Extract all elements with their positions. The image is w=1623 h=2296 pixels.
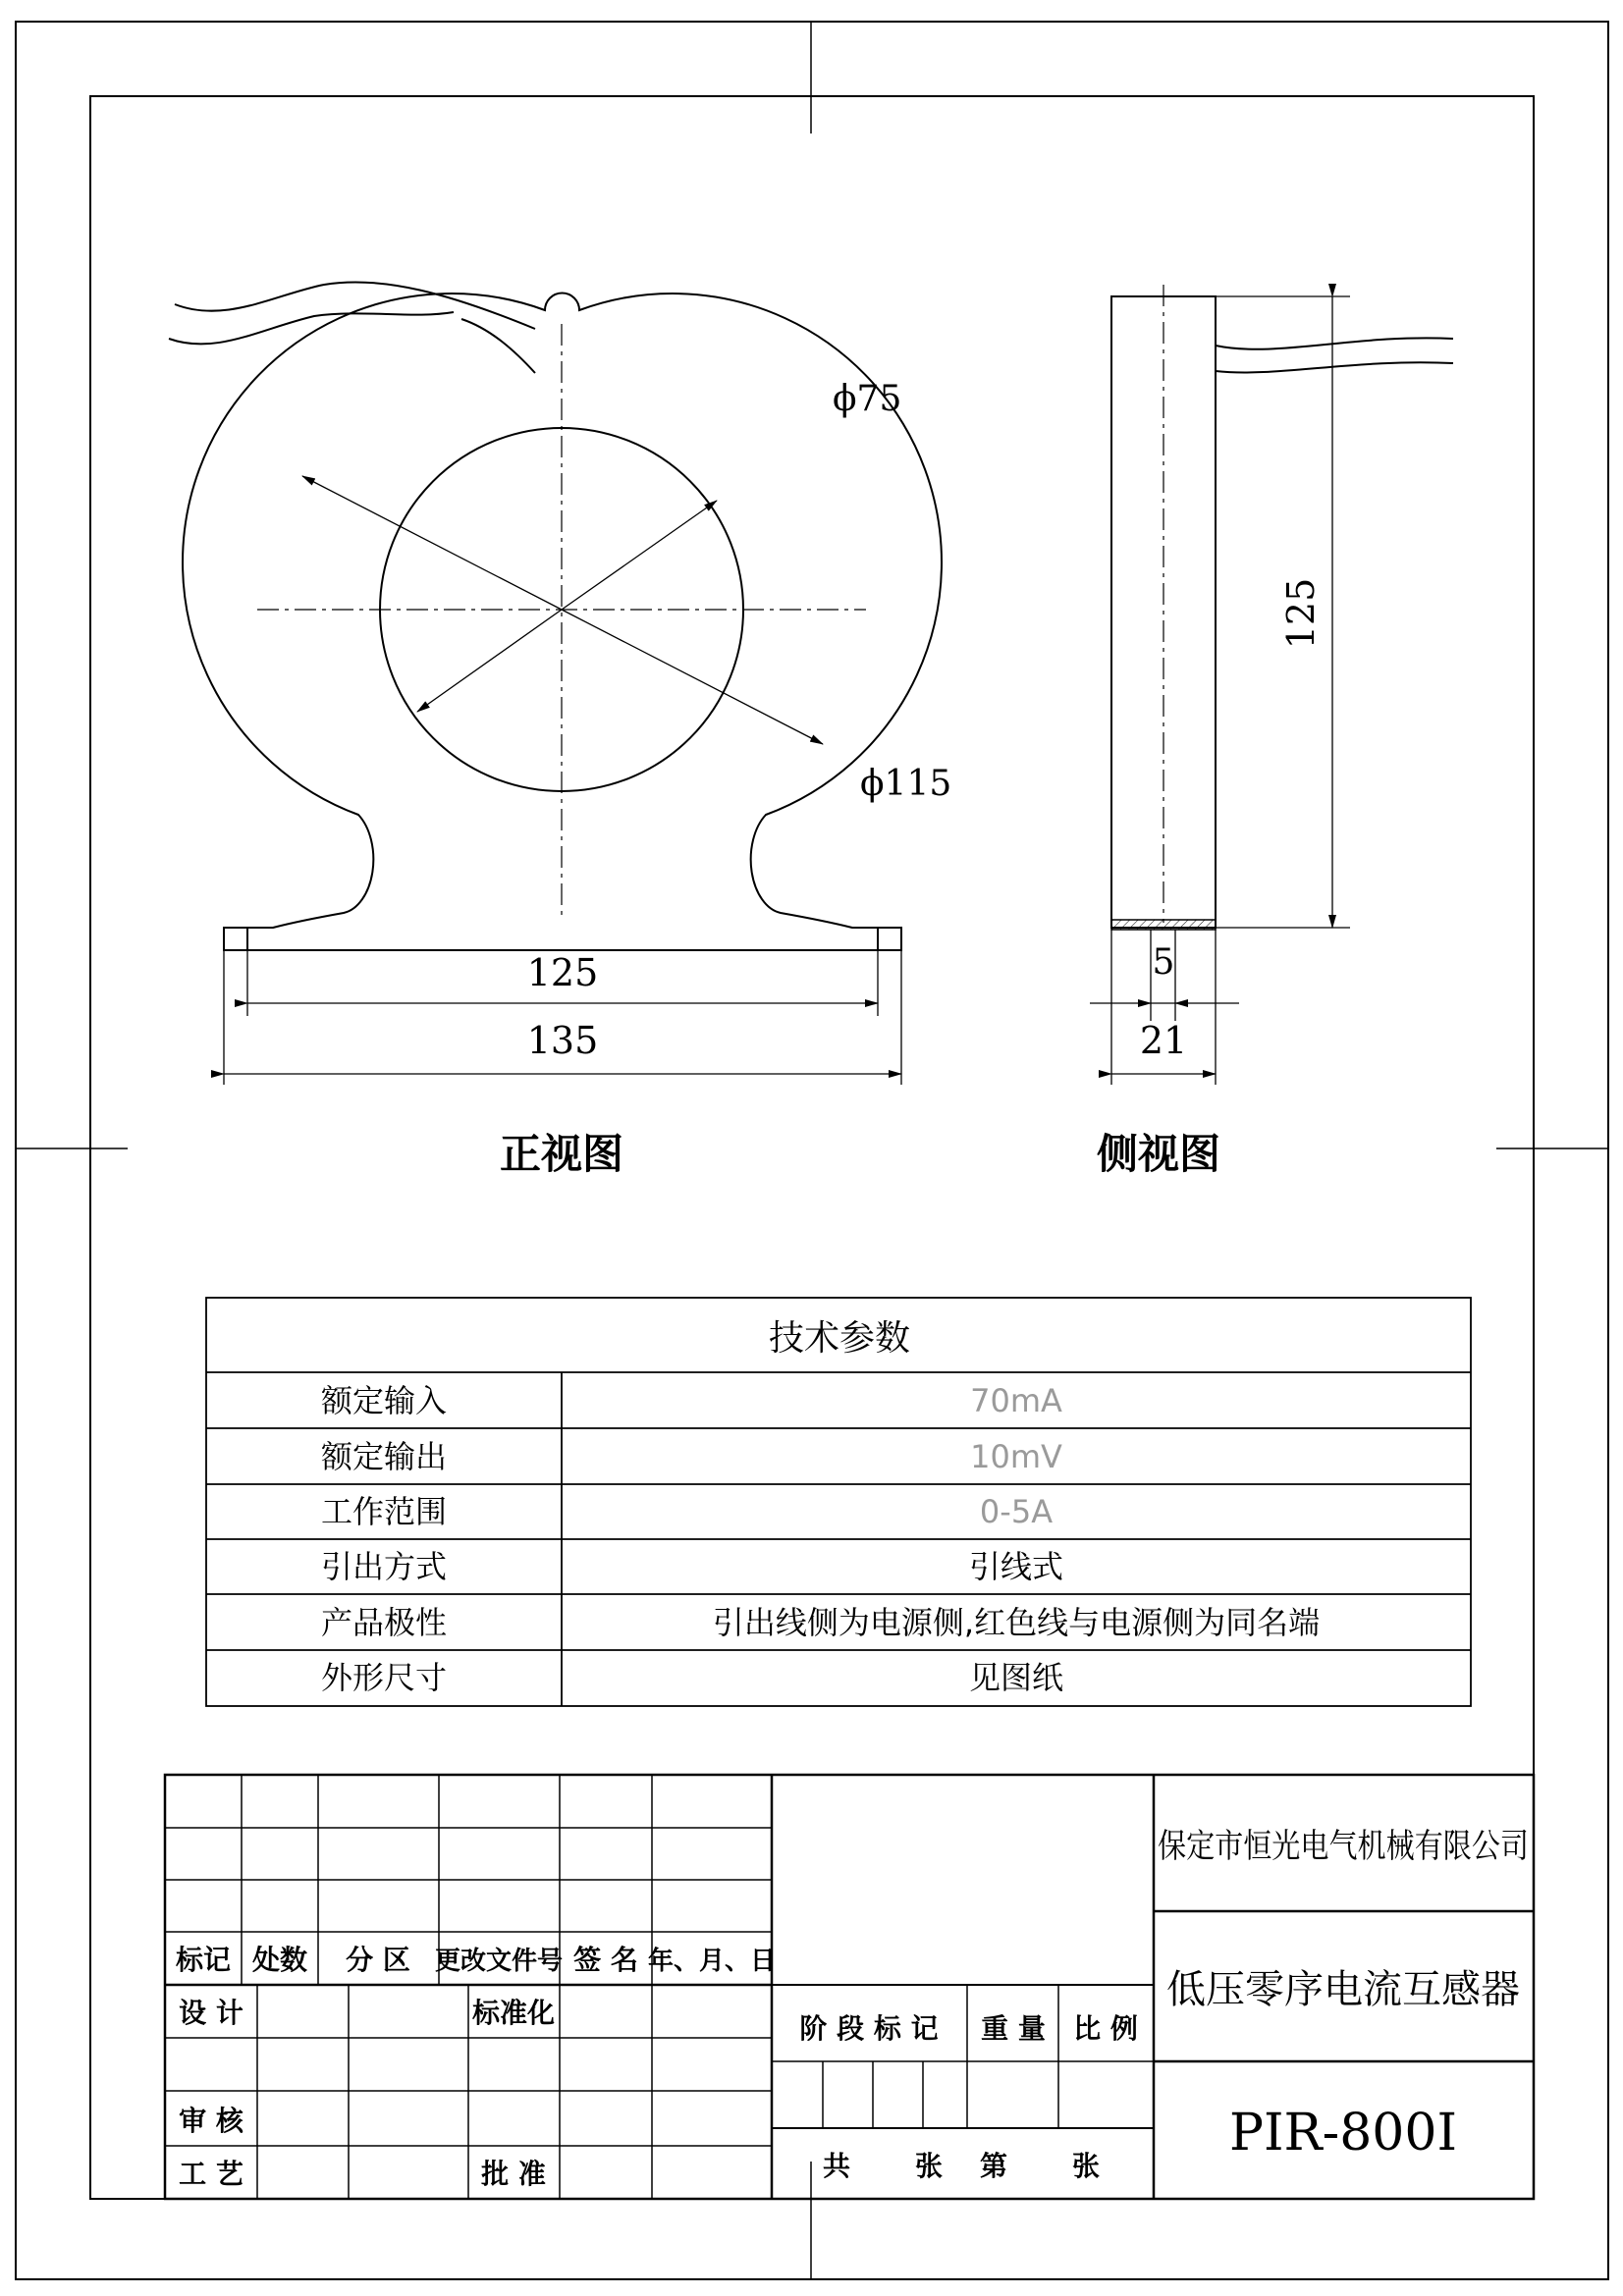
dim-t5: 5 bbox=[1152, 942, 1175, 983]
dim-w21: 21 bbox=[1139, 1019, 1188, 1062]
craft-label: 工 艺 bbox=[179, 2158, 243, 2190]
outer-border bbox=[16, 22, 1608, 2279]
lead-wire bbox=[169, 312, 454, 344]
inner-border bbox=[90, 96, 1534, 2199]
approve-label: 批 准 bbox=[481, 2158, 546, 2190]
sheet-unit-label: 张 bbox=[914, 2150, 944, 2182]
scale-label: 比 例 bbox=[1073, 2012, 1138, 2045]
params-title: 技术参数 bbox=[768, 1318, 911, 1359]
stage-mark-label: 阶 段 标 记 bbox=[799, 2012, 939, 2045]
param-value: 0-5A bbox=[979, 1493, 1054, 1530]
param-value: 70mA bbox=[970, 1382, 1062, 1419]
side-view-label: 侧视图 bbox=[1096, 1130, 1221, 1178]
rev-header: 处数 bbox=[251, 1944, 308, 1976]
revision-headers bbox=[176, 1944, 776, 1976]
dim-w125: 125 bbox=[526, 951, 599, 994]
param-label: 额定输入 bbox=[320, 1382, 448, 1419]
product-name: 低压零序电流互感器 bbox=[1166, 1967, 1520, 2012]
centerlines bbox=[257, 324, 866, 918]
lead-wire bbox=[461, 319, 535, 373]
lead-wire bbox=[175, 282, 535, 329]
sheet-unit-label: 张 bbox=[1071, 2150, 1101, 2182]
rev-header: 标记 bbox=[175, 1944, 232, 1976]
sheet-no-label: 第 bbox=[979, 2150, 1008, 2182]
param-label: 工作范围 bbox=[320, 1493, 448, 1530]
dim-d115: ϕ115 bbox=[860, 764, 952, 804]
weight-label: 重 量 bbox=[981, 2012, 1046, 2045]
dim-w135: 135 bbox=[526, 1019, 599, 1062]
company-name: 保定市恒光电气机械有限公司 bbox=[1158, 1827, 1529, 1866]
sheet-total-label: 共 bbox=[822, 2150, 851, 2182]
rev-header: 分 区 bbox=[346, 1944, 410, 1976]
rev-header: 年、月、日 bbox=[647, 1947, 777, 1976]
dim-h125: 125 bbox=[1279, 577, 1323, 650]
standardize-label: 标准化 bbox=[471, 1997, 556, 2029]
centering-marks bbox=[16, 22, 1608, 2279]
dim-d75: ϕ75 bbox=[833, 379, 902, 419]
param-value: 引出线侧为电源侧,红色线与电源侧为同名端 bbox=[712, 1604, 1321, 1641]
side-lead-wire bbox=[1216, 338, 1453, 348]
front-view-label: 正视图 bbox=[499, 1130, 624, 1178]
review-label: 审 核 bbox=[179, 2105, 243, 2137]
rev-header: 签 名 bbox=[573, 1944, 638, 1976]
param-label: 外形尺寸 bbox=[320, 1659, 448, 1696]
side-lead-wire bbox=[1216, 362, 1453, 372]
param-value: 10mV bbox=[970, 1438, 1062, 1475]
param-label: 产品极性 bbox=[320, 1604, 448, 1641]
param-label: 额定输出 bbox=[320, 1438, 448, 1475]
param-value: 见图纸 bbox=[968, 1659, 1064, 1696]
front-view bbox=[169, 282, 942, 950]
side-dimensions bbox=[1090, 296, 1350, 1085]
param-label: 引出方式 bbox=[320, 1548, 448, 1585]
design-label: 设 计 bbox=[179, 1997, 243, 2029]
rev-header: 更改文件号 bbox=[434, 1947, 564, 1976]
model-number: PIR-800I bbox=[1228, 2104, 1458, 2163]
param-value: 引线式 bbox=[968, 1548, 1064, 1585]
